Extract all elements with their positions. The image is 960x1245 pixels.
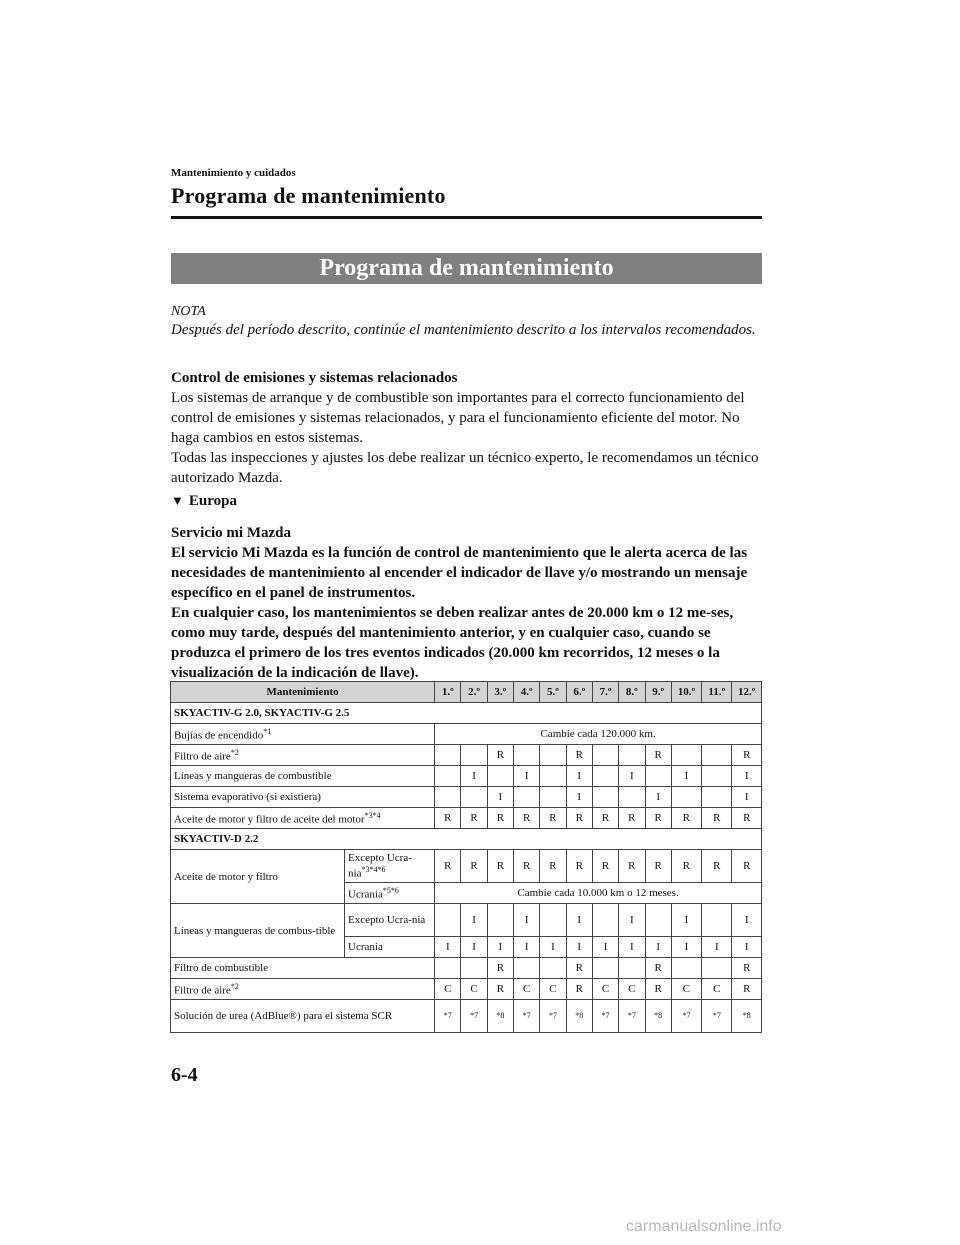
cell: I	[461, 766, 487, 787]
table-row	[171, 724, 762, 745]
cell: R	[592, 808, 618, 829]
service-body: El servicio Mi Mazda es la función de control de mantenimiento que le alerta acerca de las necesidades de mantenimiento al encender el indicador de llave y/o mostrando un mensaje específico en el panel de instrumentos.	[171, 545, 748, 601]
cell: R	[435, 850, 461, 883]
cell: I	[461, 904, 487, 937]
cell: I	[592, 937, 618, 958]
cell: I	[732, 766, 762, 787]
cell: C	[514, 979, 540, 1000]
cell: I	[461, 937, 487, 958]
cell: R	[487, 808, 513, 829]
cell: I	[514, 937, 540, 958]
cell	[540, 766, 566, 787]
table-row	[171, 766, 762, 787]
table-group-row	[171, 703, 762, 724]
table-row	[171, 1000, 762, 1033]
note-label: NOTA	[171, 304, 206, 319]
cell: I	[566, 904, 592, 937]
cell: *7	[540, 1000, 566, 1033]
row-label: Filtro de aire$^{*2}$	[171, 745, 435, 766]
cell: *7	[435, 1000, 461, 1033]
cell: *8	[566, 1000, 592, 1033]
cell	[592, 904, 618, 937]
cell	[435, 745, 461, 766]
cell: *7	[461, 1000, 487, 1033]
header-interval: 9.º	[645, 682, 671, 703]
group-skyactiv-g: SKYACTIV-G 2.0, SKYACTIV-G 2.5	[171, 703, 762, 724]
cell: R	[702, 850, 732, 883]
cell: *7	[592, 1000, 618, 1033]
row-label: Bujías de encendido$^{*1}$	[171, 724, 435, 745]
cell: C	[619, 979, 645, 1000]
cell: I	[487, 787, 513, 808]
service-body-2: En cualquier caso, los mantenimientos se deben realizar antes de 20.000 km o 12 me-ses, como muy tarde, después del mantenimiento anterior, y en cualquier caso, cuando se produzca el primero de los tres eventos indicados (20.000 km recorridos, 12 meses o la visualización de la indicación de llave).	[171, 605, 734, 681]
emissions-title: Control de emisiones y sistemas relacionados	[171, 370, 458, 386]
cell	[702, 958, 732, 979]
cell	[671, 745, 701, 766]
cell: I	[514, 766, 540, 787]
row-sublabel: Excepto Ucra-nia$^{*3*4*6}$	[345, 850, 435, 883]
emissions-paragraph-2: Todas las inspecciones y ajustes los debe realizar un técnico experto, le recomendamos un técnico autorizado Mazda.	[171, 450, 759, 486]
cell: R	[514, 850, 540, 883]
cell: C	[461, 979, 487, 1000]
cell: I	[619, 904, 645, 937]
cell	[702, 787, 732, 808]
row-sublabel: Excepto Ucra-nia	[345, 904, 435, 937]
header-interval: 8.º	[619, 682, 645, 703]
cell: *8	[645, 1000, 671, 1033]
cell	[592, 958, 618, 979]
region-label: Europa	[188, 493, 237, 509]
cell	[619, 787, 645, 808]
region-heading	[171, 491, 766, 511]
cell	[592, 787, 618, 808]
table-header-row	[171, 682, 762, 703]
cell: R	[645, 808, 671, 829]
cell	[461, 958, 487, 979]
cell: R	[566, 979, 592, 1000]
cell: I	[702, 937, 732, 958]
cell: R	[461, 808, 487, 829]
row-label: Líneas y mangueras de combus-tible	[171, 904, 345, 958]
table-row	[171, 850, 762, 883]
cell: I	[732, 904, 762, 937]
cell	[645, 904, 671, 937]
cell: I	[514, 904, 540, 937]
cell: I	[732, 787, 762, 808]
cell: R	[645, 958, 671, 979]
cell: R	[732, 745, 762, 766]
cell	[671, 958, 701, 979]
page-number: 6-4	[171, 1064, 198, 1086]
cell: R	[732, 808, 762, 829]
cell: R	[619, 808, 645, 829]
cell: R	[487, 979, 513, 1000]
cell: I	[645, 937, 671, 958]
table-group-row	[171, 829, 762, 850]
header-interval: 4.º	[514, 682, 540, 703]
cell: R	[732, 850, 762, 883]
cell: I	[671, 937, 701, 958]
maintenance-table	[170, 681, 762, 1033]
cell: R	[487, 850, 513, 883]
table-row	[171, 958, 762, 979]
cell: R	[461, 850, 487, 883]
cell	[702, 745, 732, 766]
cell: I	[645, 787, 671, 808]
cell: R	[671, 850, 701, 883]
row-label: Líneas y mangueras de combustible	[171, 766, 435, 787]
cell: *8	[487, 1000, 513, 1033]
cell: *7	[702, 1000, 732, 1033]
cell	[702, 766, 732, 787]
cell	[592, 745, 618, 766]
cell	[540, 745, 566, 766]
cell: R	[645, 745, 671, 766]
header-interval: 5.º	[540, 682, 566, 703]
cell	[619, 958, 645, 979]
cell: R	[645, 850, 671, 883]
cell: C	[671, 979, 701, 1000]
triangle-down-icon: ▼	[171, 493, 184, 508]
row-label: Solución de urea (AdBlue®) para el sistema SCR	[171, 1000, 435, 1033]
service-title: Servicio mi Mazda	[171, 525, 291, 541]
cell: R	[435, 808, 461, 829]
row-sublabel: Ucrania	[345, 937, 435, 958]
cell: I	[671, 766, 701, 787]
cell: I	[540, 937, 566, 958]
cell: I	[566, 937, 592, 958]
section-banner: Programa de mantenimiento	[171, 253, 762, 284]
cell: R	[702, 808, 732, 829]
row-sublabel: Ucrania$^{*5*6}$	[345, 883, 435, 904]
cell	[592, 766, 618, 787]
header-interval: 7.º	[592, 682, 618, 703]
cell	[435, 958, 461, 979]
cell: R	[566, 958, 592, 979]
cell: C	[435, 979, 461, 1000]
cell: C	[592, 979, 618, 1000]
watermark: carmanualsonline.info	[626, 1218, 782, 1235]
table-row	[171, 979, 762, 1000]
cell	[671, 787, 701, 808]
cell: I	[435, 937, 461, 958]
cell: R	[487, 745, 513, 766]
cell: R	[645, 979, 671, 1000]
cell	[540, 787, 566, 808]
row-label: Sistema evaporativo (si existiera)	[171, 787, 435, 808]
row-label: Filtro de aire$^{*2}$	[171, 979, 435, 1000]
emissions-body	[171, 388, 766, 488]
table-row	[171, 787, 762, 808]
cell: R	[619, 850, 645, 883]
header-interval: 12.º	[732, 682, 762, 703]
cell: *8	[732, 1000, 762, 1033]
page-title: Programa de mantenimiento	[171, 183, 446, 208]
cell	[619, 745, 645, 766]
cell	[540, 904, 566, 937]
row-label: Aceite de motor y filtro de aceite del motor$^{*3*4}$	[171, 808, 435, 829]
cell: I	[671, 904, 701, 937]
cell	[645, 766, 671, 787]
cell: I	[619, 937, 645, 958]
cell: C	[702, 979, 732, 1000]
cell: R	[566, 808, 592, 829]
cell: I	[566, 787, 592, 808]
cell: R	[540, 850, 566, 883]
row-label: Aceite de motor y filtro	[171, 850, 345, 904]
note-text: Después del período descrito, continúe el mantenimiento descrito a los intervalos recomendados.	[171, 322, 756, 338]
cell	[435, 787, 461, 808]
section-label: Mantenimiento y cuidados	[171, 167, 296, 179]
header-maintenance: Mantenimiento	[171, 682, 435, 703]
header-interval: 11.º	[702, 682, 732, 703]
table-row	[171, 808, 762, 829]
cell: *7	[671, 1000, 701, 1033]
cell: R	[540, 808, 566, 829]
header-interval: 3.º	[487, 682, 513, 703]
cell: *7	[514, 1000, 540, 1033]
cell	[435, 904, 461, 937]
cell	[487, 766, 513, 787]
cell	[514, 787, 540, 808]
group-skyactiv-d: SKYACTIV-D 2.2	[171, 829, 762, 850]
table-row	[171, 904, 762, 937]
header-interval: 2.º	[461, 682, 487, 703]
row-span-text: Cambie cada 120.000 km.	[435, 724, 762, 745]
cell: I	[732, 937, 762, 958]
cell: I	[619, 766, 645, 787]
cell: R	[487, 958, 513, 979]
cell: R	[514, 808, 540, 829]
cell: I	[487, 937, 513, 958]
heading-rule	[171, 216, 762, 219]
cell	[702, 904, 732, 937]
cell	[514, 958, 540, 979]
cell	[461, 787, 487, 808]
cell	[435, 766, 461, 787]
header-interval: 10.º	[671, 682, 701, 703]
cell: *7	[619, 1000, 645, 1033]
cell: R	[671, 808, 701, 829]
cell: R	[592, 850, 618, 883]
cell	[514, 745, 540, 766]
row-label: Filtro de combustible	[171, 958, 435, 979]
cell: R	[566, 745, 592, 766]
cell: R	[732, 958, 762, 979]
cell: R	[566, 850, 592, 883]
table-row	[171, 745, 762, 766]
cell: C	[540, 979, 566, 1000]
cell: I	[566, 766, 592, 787]
header-interval: 1.º	[435, 682, 461, 703]
row-span-text: Cambie cada 10.000 km o 12 meses.	[435, 883, 762, 904]
cell	[487, 904, 513, 937]
cell	[540, 958, 566, 979]
header-interval: 6.º	[566, 682, 592, 703]
cell	[461, 745, 487, 766]
cell: R	[732, 979, 762, 1000]
emissions-paragraph-1: Los sistemas de arranque y de combustible son importantes para el correcto funcionamiento del control de emisiones y sistemas relacionados, y para el funcionamiento eficiente del motor. No haga cambios en estos sistemas.	[171, 390, 745, 446]
